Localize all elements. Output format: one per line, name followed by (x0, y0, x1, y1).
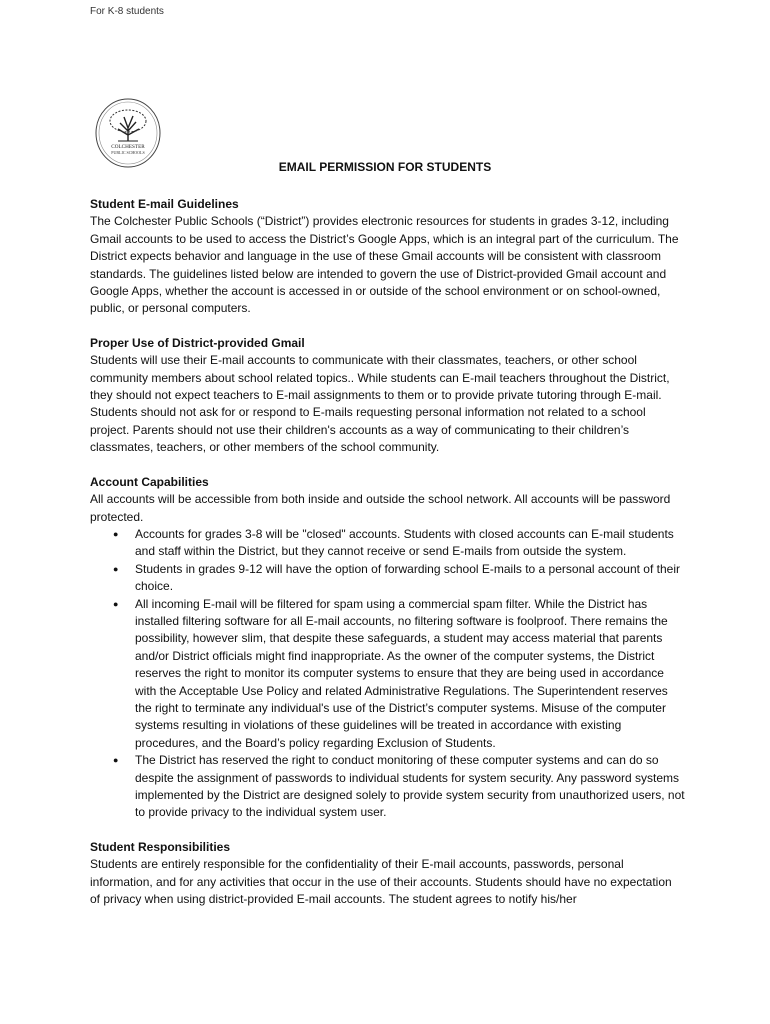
bullet-item: ● Students in grades 9-12 will have the option of forwarding school E-mails to a personal account of their choice. (135, 561, 685, 596)
document-title: EMAIL PERMISSION FOR STUDENTS (278, 160, 492, 174)
section-heading: Student Responsibilities (90, 839, 231, 854)
school-seal-logo (94, 97, 162, 169)
section-email-guidelines (90, 196, 685, 318)
section-paragraph: Students will use their E-mail accounts to communicate with their classmates, teachers, or other school community members about school related topics.. While students can E-mail teachers throughout the District, they should not expect teachers to E-mail assignments to them or to provide private tutoring through E-mail. Students should not ask for or respond to E-mails requesting personal information not related to a school project. Parents should not use their children's accounts as a way of communicating to their children’s classmates, teachers, or other members of the school community. (90, 353, 670, 455)
svg-text:COLCHESTER: COLCHESTER (111, 144, 145, 150)
bullet-item: ● The District has reserved the right to conduct monitoring of these computer systems and can do so despite the assignment of passwords to individual students for system security. Any password systems implemented by the District are designed solely to provide system security from unauthorized users, not to provide privacy to the individual system user. (135, 752, 685, 822)
section-paragraph: Students are entirely responsible for the confidentiality of their E-mail accounts, passwords, personal information, and for any activities that occur in the use of their accounts. Students should have no expectation of privacy when using district-provided E-mail accounts. The student agrees to notify his/her (90, 857, 672, 907)
bullet-item: ● Accounts for grades 3-8 will be "closed" accounts. Students with closed accounts can E-mail students and staff within the District, but they cannot receive or send E-mails from outside the system. (135, 526, 685, 561)
section-heading: Student E-mail Guidelines (90, 197, 239, 211)
bullet-item: ● All incoming E-mail will be filtered for spam using a commercial spam filter. While the District has installed filtering software for all E-mail accounts, no filtering software is foolproof. There remains the possibility, however slim, that despite these safeguards, a student may access material that parents and/or District officials might find inappropriate. As the owner of the computer systems, the District reserves the right to monitor its computer systems to ensure that they are being used in accordance with the Acceptable Use Policy and related Administrative Regulations. The Superintendent reserves the right to terminate any individual's use of the District’s computer systems. Misuse of the computer systems resulting in violations of these guidelines will be treated in accordance with existing procedures, and the Board’s policy regarding Exclusion of Students. (135, 596, 685, 753)
capabilities-bullet-list (90, 526, 685, 822)
svg-text:PUBLIC SCHOOLS: PUBLIC SCHOOLS (111, 150, 145, 155)
section-student-responsibilities (90, 839, 685, 909)
section-paragraph: All accounts will be accessible from both inside and outside the school network. All accounts will be password protected. (90, 492, 671, 524)
section-paragraph: The Colchester Public Schools (“District”) provides electronic resources for students in grades 3-12, including Gmail accounts to be used to access the District’s Google Apps, which is an integral part of the curriculum. The District expects behavior and language in the use of these Gmail accounts will be consistent with classroom standards. The guidelines listed below are intended to govern the use of District-provided Gmail account and Google Apps, whether the account is accessed in or outside of the school environment or on school-owned, public, or personal computers. (90, 214, 679, 316)
section-account-capabilities (90, 474, 685, 822)
document-body (90, 196, 685, 925)
header-note: For K-8 students (90, 6, 164, 17)
section-proper-use (90, 335, 685, 457)
section-heading: Proper Use of District-provided Gmail (90, 335, 305, 350)
section-heading: Account Capabilities (90, 474, 209, 489)
